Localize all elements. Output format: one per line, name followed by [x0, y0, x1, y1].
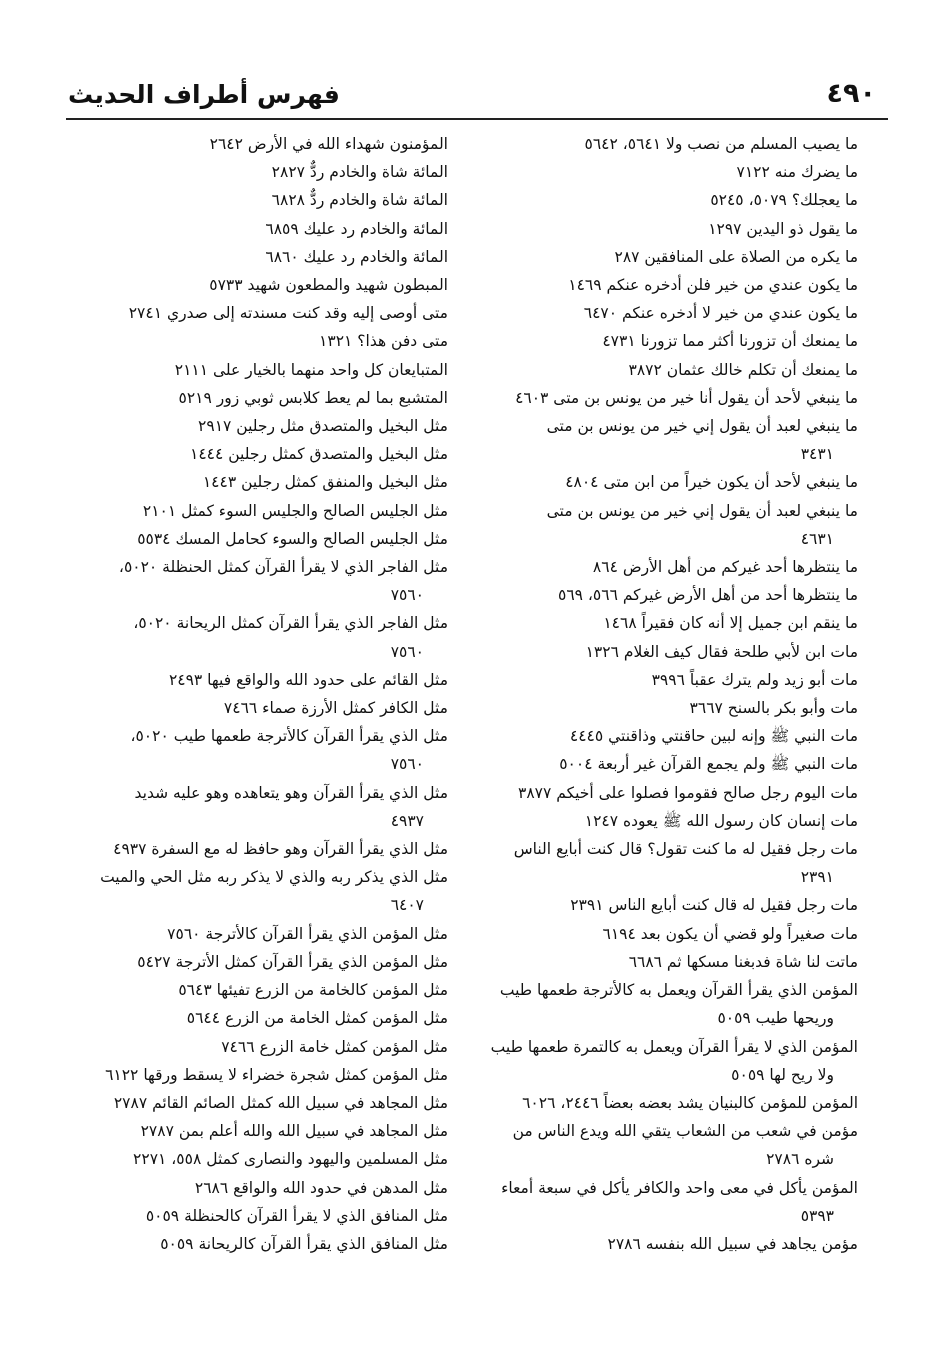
index-entry — [68, 440, 448, 468]
entry-text: مات رجل فقيل له ما كنت تقول؟ قال كنت أبايع الناس — [513, 840, 858, 859]
entry-continuation: ٥٣٩٣ — [800, 1206, 834, 1225]
index-column-right — [468, 130, 858, 1258]
entry-text: مثل البخيل والمنفق كمثل رجلين ١٤٤٣ — [202, 473, 448, 492]
index-entry — [468, 158, 858, 186]
page-header — [60, 76, 890, 116]
index-entry — [468, 920, 858, 948]
entry-text: مثل البخيل والمتصدق مثل رجلين ٢٩١٧ — [198, 417, 448, 436]
index-entry — [68, 130, 448, 158]
entry-text: مثل المؤمن كمثل خامة الزرع ٧٤٦٦ — [221, 1037, 448, 1056]
index-entry — [68, 327, 448, 355]
entry-continuation: ولا ريح لها ٥٠٥٩ — [731, 1065, 834, 1084]
entry-continuation: ٤٦٣١ — [800, 529, 834, 548]
index-entry — [468, 1230, 858, 1258]
index-entry — [68, 694, 448, 722]
index-entry — [68, 384, 448, 412]
index-entry — [468, 948, 858, 976]
entry-continuation: ٦٤٠٧ — [390, 896, 424, 915]
entry-text: مثل المسلمين واليهود والنصارى كمثل ٥٥٨، ٢٢٧١ — [133, 1150, 448, 1169]
entry-text: مثل الذي يقرأ القرآن كالأترجة طعمها طيب ٥٠٢٠، — [130, 727, 448, 746]
index-entry — [468, 553, 858, 581]
entry-text: مات النبي ﷺ وإنه لبين حاقنتي وذاقنتي ٤٤٤٥ — [569, 727, 858, 746]
entry-continuation: ٧٥٦٠ — [390, 586, 424, 605]
entry-text: مثل الذي يقرأ القرآن وهو يتعاهده وهو عليه شديد — [134, 783, 448, 802]
index-entry — [68, 525, 448, 553]
index-entry — [68, 666, 448, 694]
entry-text: ما ينقم ابن جميل إلا أنه كان فقيراً ١٤٦٨ — [603, 614, 858, 633]
index-entry — [68, 1033, 448, 1061]
entry-text: مثل الذي يذكر ربه والذي لا يذكر ربه مثل الحي والميت — [100, 868, 448, 887]
entry-text: مات رجل فقيل له قال كنت أبايع الناس ٢٣٩١ — [570, 896, 858, 915]
index-entry — [468, 750, 858, 778]
entry-continuation: ٤٩٣٧ — [390, 811, 424, 830]
entry-text: مثل المؤمن كالخامة من الزرع تفيئها ٥٦٤٣ — [178, 981, 448, 1000]
index-entry — [468, 807, 858, 835]
entry-text: مثل المؤمن الذي يقرأ القرآن كمثل الأترجة ٥٤٢٧ — [137, 952, 448, 971]
entry-continuation: وريحها طيب ٥٠٥٩ — [717, 1009, 834, 1028]
entry-text: مثل الجليس الصالح والجليس السوء كمثل ٢١٠١ — [142, 501, 448, 520]
index-entry — [68, 243, 448, 271]
page-number: ٤٩٠ — [826, 78, 876, 109]
index-entry — [468, 779, 858, 807]
entry-text: ما يكره من الصلاة على المنافقين ٢٨٧ — [614, 247, 858, 266]
index-entry — [68, 948, 448, 976]
index-entry — [468, 215, 858, 243]
entry-text: ما يعجلك؟ ٥٠٧٩، ٥٢٤٥ — [710, 191, 858, 210]
index-entry — [68, 468, 448, 496]
entry-text: مثل المدهن في حدود الله والواقع ٢٦٨٦ — [194, 1178, 448, 1197]
entry-text: مثل البخيل والمتصدق كمثل رجلين ١٤٤٤ — [190, 445, 448, 464]
entry-text: مثل المنافق الذي لا يقرأ القرآن كالحنظلة ٥٠٥٩ — [145, 1206, 448, 1225]
entry-continuation: ٣٤٣١ — [800, 445, 834, 464]
index-entry — [468, 327, 858, 355]
entry-text: مثل الفاجر الذي يقرأ القرآن كمثل الريحانة ٥٠٢٠، — [133, 614, 448, 633]
entry-continuation: ٧٥٦٠ — [390, 642, 424, 661]
entry-text: المائة شاة والخادم ردٌّ ٦٨٢٨ — [271, 191, 448, 210]
index-entry — [468, 1117, 858, 1173]
entry-continuation: ٧٥٦٠ — [390, 755, 424, 774]
index-entry — [68, 1202, 448, 1230]
entry-text: ما ينتظرها أحد من أهل الأرض غيركم ٥٦٦، ٥٦٩ — [558, 586, 858, 605]
index-entry — [68, 1117, 448, 1145]
entry-text: مثل الذي يقرأ القرآن وهو حافظ له مع السفرة ٤٩٣٧ — [113, 840, 448, 859]
entry-text: ما يكون عندي من خير فلن أدخره عنكم ١٤٦٩ — [568, 276, 858, 295]
entry-text: مات ابن لأبي طلحة فقال كيف الغلام ١٣٢٦ — [585, 642, 858, 661]
entry-text: مثل المؤمن الذي يقرأ القرآن كالأترجة ٧٥٦٠ — [167, 924, 448, 943]
index-entry — [468, 638, 858, 666]
entry-text: مثل الجليس الصالح والسوء كحامل المسك ٥٥٣٤ — [137, 529, 448, 548]
index-entry — [68, 609, 448, 665]
index-entry — [468, 722, 858, 750]
entry-text: ما يمنعك أن تزورنا أكثر مما تزورنا ٤٧٣١ — [602, 332, 858, 351]
entry-continuation: شره ٢٧٨٦ — [766, 1150, 834, 1169]
entry-text: مثل المنافق الذي يقرأ القرآن كالريحانة ٥٠٥٩ — [160, 1234, 448, 1253]
index-entry — [68, 1145, 448, 1173]
entry-text: مثل المجاهد في سبيل الله والله أعلم بمن ٢٧٨٧ — [140, 1122, 448, 1141]
entry-text: ما يمنعك أن تكلم خالك عثمان ٣٨٧٢ — [628, 360, 858, 379]
index-entry — [68, 1230, 448, 1258]
index-entry — [68, 1089, 448, 1117]
entry-continuation: ٢٣٩١ — [800, 868, 834, 887]
index-entry — [468, 581, 858, 609]
entry-text: المؤمن يأكل في معى واحد والكافر يأكل في سبعة أمعاء — [501, 1178, 858, 1197]
index-entry — [68, 215, 448, 243]
entry-text: المائة والخادم رد عليك ٦٨٦٠ — [265, 247, 448, 266]
header-divider — [66, 118, 888, 120]
index-entry — [468, 356, 858, 384]
entry-text: المؤمنون شهداء الله في الأرض ٢٦٤٢ — [209, 135, 448, 153]
entry-text: ماتت لنا شاة فدبغنا مسكها ثم ٦٦٨٦ — [628, 952, 858, 971]
entry-text: المتبايعان كل واحد منهما بالخيار على ٢١١١ — [174, 360, 448, 379]
index-entry — [68, 158, 448, 186]
entry-text: مثل الكافر كمثل الأرزة صماء ٧٤٦٦ — [223, 699, 448, 718]
index-entry — [468, 891, 858, 919]
index-entry — [68, 412, 448, 440]
entry-text: ما ينبغي لأحد أن يقول أنا خير من يونس بن متى ٤٦٠٣ — [515, 388, 858, 407]
entry-text: مؤمن في شعب من الشعاب يتقي الله ويدع الناس من — [512, 1122, 858, 1141]
index-entry — [68, 356, 448, 384]
page-title: فهرس أطراف الحديث — [68, 80, 340, 109]
index-entry — [68, 271, 448, 299]
index-entry — [68, 553, 448, 609]
entry-text: المائة شاة والخادم ردٌّ ٢٨٢٧ — [271, 163, 448, 182]
index-column-left — [68, 130, 448, 1258]
entry-text: مات اليوم رجل صالح فقوموا فصلوا على أخيكم ٣٨٧٧ — [518, 783, 858, 802]
entry-text: المؤمن للمؤمن كالبنيان يشد بعضه بعضاً ٢٤٤٦، ٦٠٢٦ — [522, 1093, 858, 1112]
entry-text: مات صغيراً ولو قضي أن يكون بعد ٦١٩٤ — [602, 924, 858, 943]
entry-text: متى دفن هذا؟ ١٣٢١ — [319, 332, 448, 351]
entry-text: المؤمن الذي يقرأ القرآن ويعمل به كالأترجة طعمها طيب — [499, 981, 858, 1000]
entry-text: مثل المؤمن كمثل شجرة خضراء لا يسقط ورقها ٦١٢٢ — [105, 1065, 448, 1084]
entry-text: ما يكون عندي من خير لا أدخره عنكم ٦٤٧٠ — [583, 304, 858, 323]
index-entry — [468, 299, 858, 327]
index-entry — [468, 384, 858, 412]
index-entry — [68, 1174, 448, 1202]
entry-text: المائة والخادم رد عليك ٦٨٥٩ — [265, 219, 448, 238]
index-entry — [468, 666, 858, 694]
index-entry — [68, 920, 448, 948]
index-entry — [468, 497, 858, 553]
entry-text: مثل الفاجر الذي لا يقرأ القرآن كمثل الحنظلة ٥٠٢٠، — [118, 558, 448, 577]
entry-text: مات أبو زيد ولم يترك عقباً ٣٩٩٦ — [651, 670, 858, 689]
entry-text: مات إنسان كان رسول الله ﷺ يعوده ١٢٤٧ — [584, 811, 858, 830]
index-entry — [68, 722, 448, 778]
index-entry — [68, 779, 448, 835]
entry-text: ما يصيب المسلم من نصب ولا ٥٦٤١، ٥٦٤٢ — [584, 135, 858, 153]
index-entry — [68, 299, 448, 327]
index-entry — [468, 468, 858, 496]
entry-text: مؤمن يجاهد في سبيل الله بنفسه ٢٧٨٦ — [607, 1234, 858, 1253]
entry-text: ما يضرك منه ٧١٢٢ — [736, 163, 858, 182]
entry-text: ما ينتظرها أحد غيركم من أهل الأرض ٨٦٤ — [592, 558, 858, 577]
entry-text: المؤمن الذي لا يقرأ القرآن ويعمل به كالتمرة طعمها طيب — [490, 1037, 858, 1056]
index-entry — [468, 186, 858, 214]
index-entry — [68, 186, 448, 214]
entry-text: متى أوصى إليه وقد كنت مسندته إلى صدري ٢٧٤١ — [128, 304, 448, 323]
index-entry — [468, 243, 858, 271]
index-entry — [468, 976, 858, 1032]
index-entry — [468, 412, 858, 468]
index-entry — [468, 609, 858, 637]
entry-text: مثل القائم على حدود الله والواقع فيها ٢٤٩٣ — [168, 670, 448, 689]
index-entry — [468, 271, 858, 299]
entry-text: مات النبي ﷺ ولم يجمع القرآن غير أربعة ٥٠٠٤ — [559, 755, 858, 774]
entry-text: ما ينبغي لأحد أن يكون خيراً من ابن متى ٤٨٠٤ — [565, 473, 858, 492]
entry-text: المبطون شهيد والمطعون شهيد ٥٧٣٣ — [209, 276, 448, 295]
entry-text: ما يقول ذو اليدين ١٢٩٧ — [708, 219, 858, 238]
index-entry — [468, 1089, 858, 1117]
index-entry — [468, 130, 858, 158]
index-entry — [468, 1174, 858, 1230]
index-entry — [468, 835, 858, 891]
index-entry — [68, 976, 448, 1004]
entry-text: مثل المجاهد في سبيل الله كمثل الصائم القائم ٢٧٨٧ — [113, 1093, 448, 1112]
entry-text: ما ينبغي لعبد أن يقول إني خير من يونس بن متى — [546, 501, 858, 520]
index-entry — [68, 1004, 448, 1032]
entry-text: المتشبع بما لم يعط كلابس ثوبي زور ٥٢١٩ — [178, 388, 448, 407]
index-entry — [68, 863, 448, 919]
index-entry — [468, 694, 858, 722]
entry-text: مثل المؤمن كمثل الخامة من الزرع ٥٦٤٤ — [186, 1009, 448, 1028]
index-entry — [68, 1061, 448, 1089]
entry-text: مات وأبو بكر بالسنح ٣٦٦٧ — [689, 699, 858, 718]
entry-text: ما ينبغي لعبد أن يقول إني خير من يونس بن متى — [546, 417, 858, 436]
index-entry — [468, 1033, 858, 1089]
index-entry — [68, 835, 448, 863]
index-entry — [68, 497, 448, 525]
